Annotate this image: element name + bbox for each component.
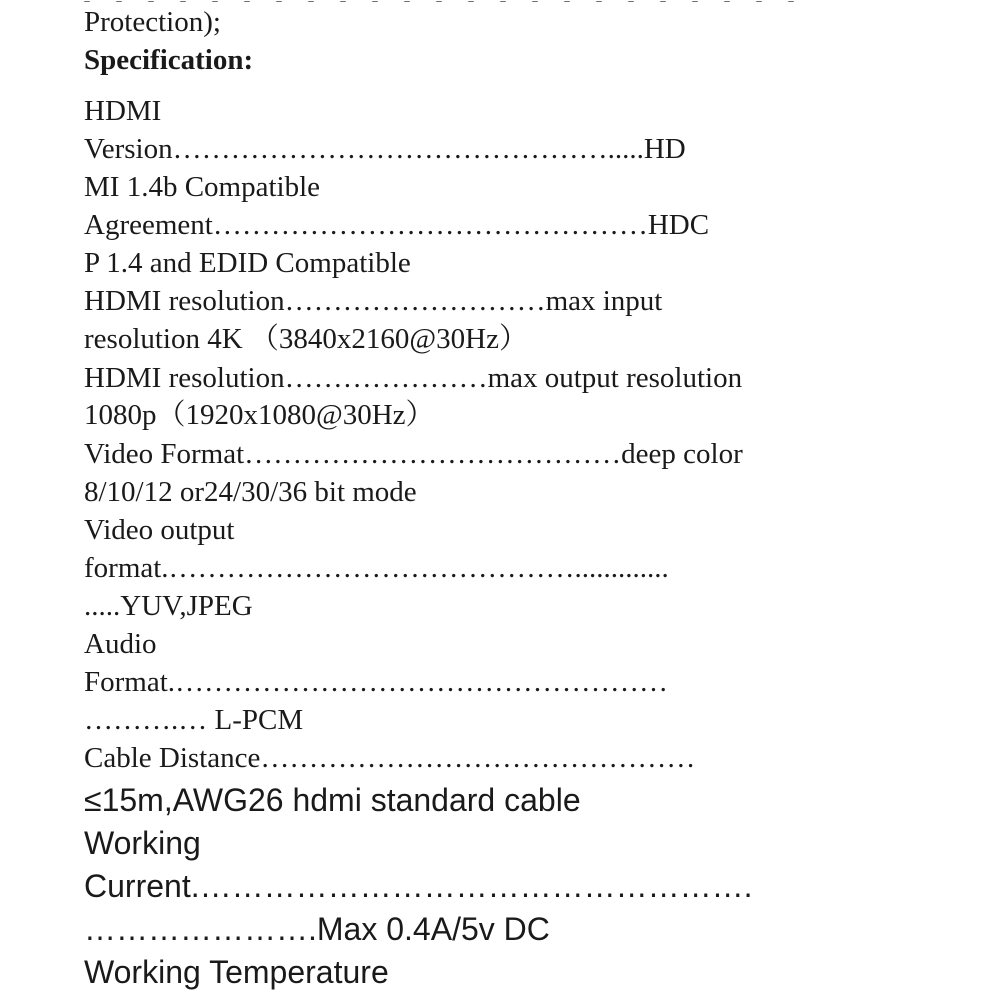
text-line-video-format-value: 8/10/12 or24/30/36 bit mode [84, 476, 417, 508]
text-line-version-value: MI 1.4b Compatible [84, 171, 321, 203]
text-line-agreement-value: P 1.4 and EDID Compatible [84, 247, 411, 279]
text-line-video-output: Video output [84, 514, 235, 546]
text-line-audio: Audio [84, 628, 157, 660]
text-line-cable-distance: Cable Distance……………………………………… [84, 742, 696, 774]
text-line-video-format: Video Format…………………………………deep color [84, 438, 743, 470]
text-line-working-temperature: Working Temperature [84, 954, 389, 990]
text-line-hdmi: HDMI [84, 95, 162, 127]
text-line-protection: Protection); [84, 6, 221, 38]
text-line-output-format-value: .....YUV,JPEG [84, 590, 253, 622]
text-line-input-resolution: HDMI resolution………………………max input [84, 285, 663, 317]
text-line-working-current-value: ………………….Max 0.4A/5v DC [84, 911, 550, 947]
text-line-version: Version……………………………………….....HD [84, 133, 686, 165]
text-line-output-resolution-value: 1080p（1920x1080@30Hz） [84, 399, 435, 431]
text-line-agreement: Agreement………………………………………HDC [84, 209, 710, 241]
text-line-working-current: Current.……………………………………………. [84, 868, 753, 904]
text-line-cable-distance-value: ≤15m,AWG26 hdmi standard cable [84, 782, 581, 818]
text-line-working: Working [84, 825, 201, 861]
text-line-input-resolution-value: resolution 4K （3840x2160@30Hz） [84, 323, 528, 355]
text-line-audio-format-value: ……….… L-PCM [84, 704, 304, 736]
text-line-audio-format: Format.…………………………………………… [84, 666, 669, 698]
spec-heading: Specification: [84, 44, 254, 76]
text-line-output-resolution: HDMI resolution…………………max output resolution [84, 362, 743, 394]
text-line-output-format: format.……………………………………............. [84, 552, 669, 584]
cropped-text-fragment [84, 0, 844, 2]
